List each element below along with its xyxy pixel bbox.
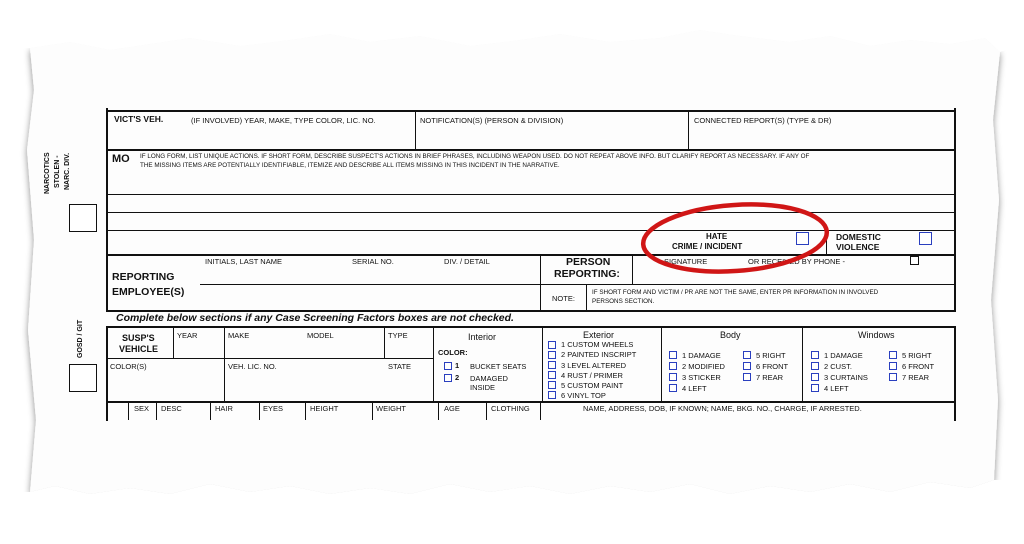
stolen-label: STOLEN -: [54, 155, 61, 188]
narcotics-label: NARCOTICS: [44, 152, 51, 194]
hate-crime-label-1: HATE: [706, 232, 728, 241]
received-by-phone-label: OR RECEIVED BY PHONE -: [748, 257, 845, 266]
employees-label: EMPLOYEE(S): [112, 286, 185, 298]
windows-item-5: 5 RIGHT: [902, 351, 932, 360]
narc-div-label: NARC. DIV.: [64, 152, 71, 190]
damaged-label: DAMAGED: [470, 374, 508, 383]
interior-2-num: 2: [455, 373, 460, 382]
body-item-1: 1 DAMAGE: [682, 351, 721, 360]
exterior-title: Exterior: [583, 330, 615, 340]
note-label: NOTE:: [552, 294, 575, 303]
note-text-2: PERSONS SECTION.: [592, 298, 655, 305]
year-header: YEAR: [177, 331, 198, 340]
vehicle-label: VEHICLE: [119, 344, 159, 354]
victs-veh-desc: (IF INVOLVED) YEAR, MAKE, TYPE COLOR, LIC. NO.: [191, 116, 376, 125]
hate-crime-label-2: CRIME / INCIDENT: [672, 242, 743, 251]
weight-header: WEIGHT: [376, 404, 406, 413]
hair-header: HAIR: [215, 404, 233, 413]
windows-item-4: 4 LEFT: [824, 384, 849, 393]
sex-header: SEX: [134, 404, 150, 413]
exterior-item-2: 2 PAINTED INSCRIPT: [561, 350, 637, 359]
inside-label: INSIDE: [470, 383, 496, 392]
susps-label: SUSP'S: [122, 333, 155, 343]
body-item-3: 3 STICKER: [682, 373, 721, 382]
div-detail-header: DIV. / DETAIL: [444, 257, 490, 266]
eyes-header: EYES: [263, 404, 284, 413]
person-label: PERSON: [566, 256, 611, 268]
signature-label: SIGNATURE: [664, 257, 708, 266]
windows-item-7: 7 REAR: [902, 373, 930, 382]
notifications-label: NOTIFICATION(S) (PERSON & DIVISION): [420, 116, 564, 125]
state-header: STATE: [388, 362, 412, 371]
body-item-6: 6 FRONT: [756, 362, 789, 371]
exterior-item-4: 4 RUST / PRIMER: [561, 371, 623, 380]
make-header: MAKE: [228, 331, 250, 340]
body-title: Body: [720, 330, 741, 340]
gosd-git-label: GOSD / GIT: [77, 319, 84, 358]
exterior-item-3: 3 LEVEL ALTERED: [561, 361, 627, 370]
veh-lic-header: VEH. LIC. NO.: [228, 362, 277, 371]
victs-veh-label: VICT'S VEH.: [114, 114, 164, 124]
mo-instructions-2: THE MISSING ITEMS ARE POTENTIALLY IDENTIFIABLE, ITEMIZE AND DESCRIBE ALL ITEMS MISSING IN THIS INCIDENT IN THE NARRATIVE.: [140, 162, 560, 169]
exterior-item-6: 6 VINYL TOP: [561, 391, 606, 400]
body-item-5: 5 RIGHT: [756, 351, 786, 360]
bucket-seats-label: BUCKET SEATS: [470, 362, 527, 371]
domestic-violence-label-2: VIOLENCE: [836, 242, 880, 252]
interior-title: Interior: [468, 332, 497, 342]
body-item-4: 4 LEFT: [682, 384, 707, 393]
clothing-header: CLOTHING: [491, 404, 530, 413]
windows-item-2: 2 CUST.: [824, 362, 852, 371]
interior-color-label: COLOR:: [438, 348, 468, 357]
type-header: TYPE: [388, 331, 408, 340]
windows-item-1: 1 DAMAGE: [824, 351, 863, 360]
body-item-2: 2 MODIFIED: [682, 362, 725, 371]
mo-label: MO: [112, 153, 130, 165]
windows-item-3: 3 CURTAINS: [824, 373, 868, 382]
domestic-violence-label-1: DOMESTIC: [836, 232, 881, 242]
interior-1-num: 1: [455, 361, 460, 370]
name-info-header: NAME, ADDRESS, DOB, IF KNOWN; NAME, BKG. NO., CHARGE, IF ARRESTED.: [583, 404, 862, 413]
age-header: AGE: [444, 404, 460, 413]
note-text-1: IF SHORT FORM AND VICTIM / PR ARE NOT THE SAME, ENTER PR INFORMATION IN INVOLVED: [592, 289, 879, 296]
exterior-item-1: 1 CUSTOM WHEELS: [561, 340, 634, 349]
windows-title: Windows: [858, 330, 895, 340]
windows-item-6: 6 FRONT: [902, 362, 935, 371]
model-header: MODEL: [307, 331, 334, 340]
serial-no-header: SERIAL NO.: [352, 257, 394, 266]
complete-below-instruction: Complete below sections if any Case Screening Factors boxes are not checked.: [116, 312, 514, 324]
reporting-colon-label: REPORTING:: [554, 268, 620, 280]
reporting-label: REPORTING: [112, 271, 175, 283]
mo-instructions-1: IF LONG FORM, LIST UNIQUE ACTIONS. IF SHORT FORM, DESCRIBE SUSPECT'S ACTIONS IN BRIEF PHRASES, INCLUDING WEAPON USED. DO NOT REPEAT ABOVE INFO. BUT CLARIFY REPORT AS NECESSARY. IF ANY OF: [140, 153, 810, 160]
exterior-item-5: 5 CUSTOM PAINT: [561, 381, 624, 390]
color-header: COLOR(S): [110, 362, 147, 371]
height-header: HEIGHT: [310, 404, 339, 413]
body-item-7: 7 REAR: [756, 373, 784, 382]
initials-last-name-header: INITIALS, LAST NAME: [205, 257, 282, 266]
connected-reports-label: CONNECTED REPORT(S) (TYPE & DR): [694, 116, 832, 125]
desc-header: DESC: [161, 404, 182, 413]
